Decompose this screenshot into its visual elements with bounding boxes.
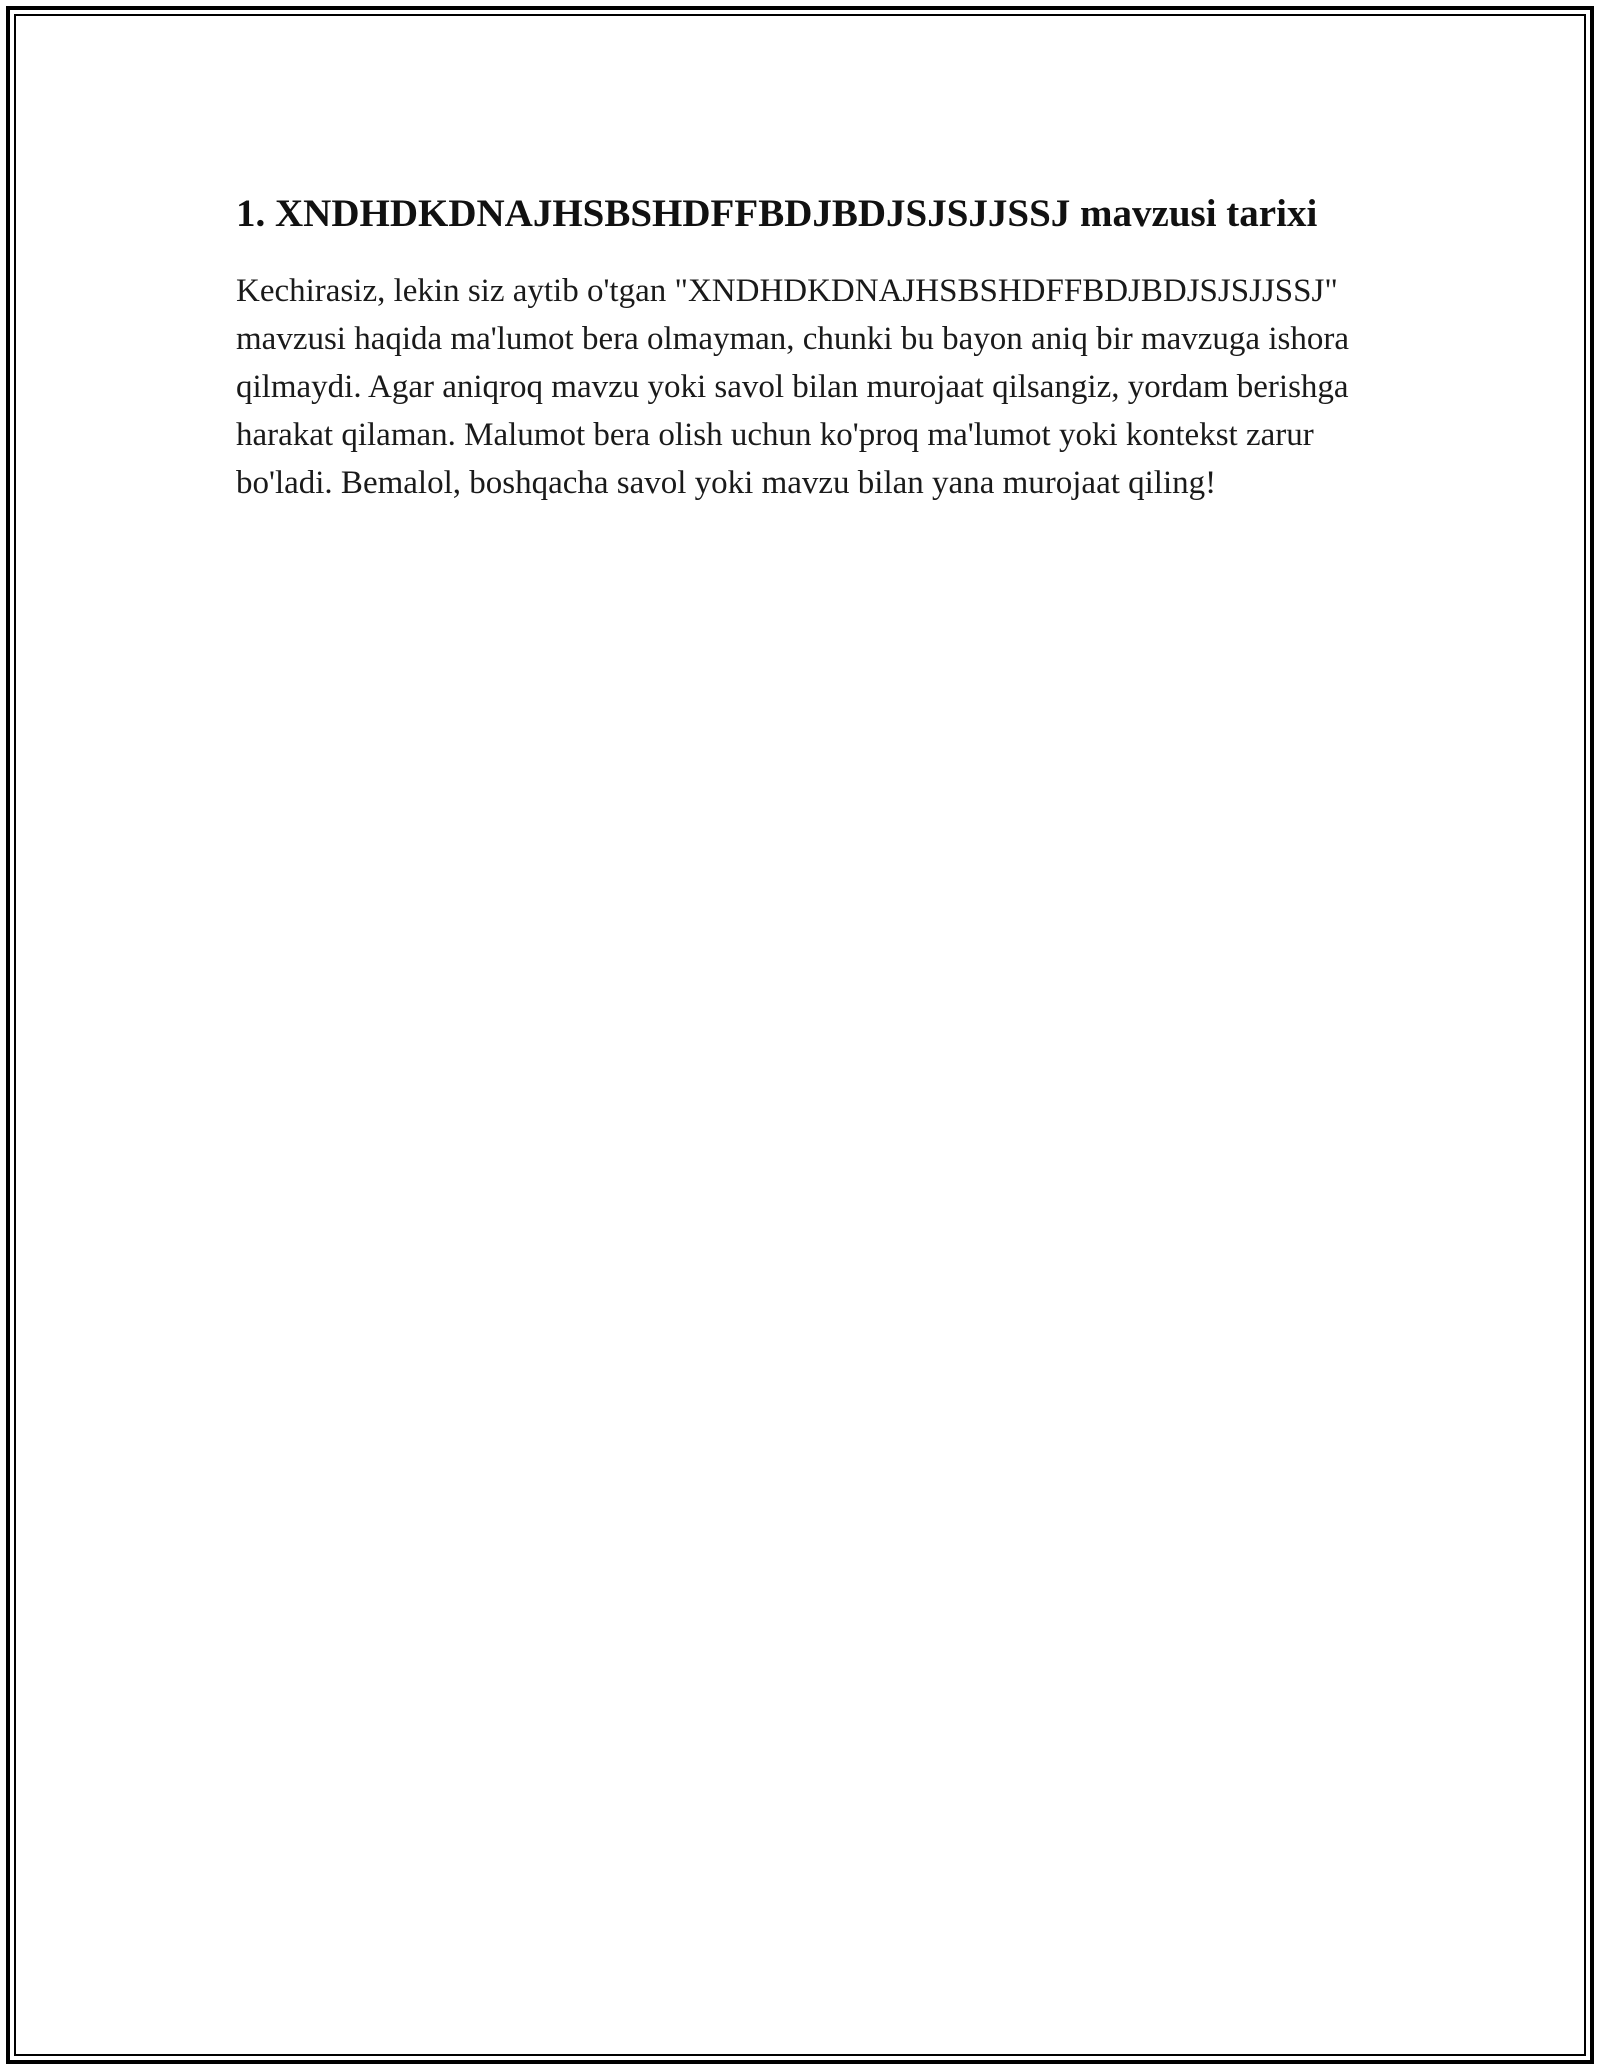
section-paragraph: Kechirasiz, lekin siz aytib o'tgan "XNDHDKDNAJHSBSHDFFBDJBDJSJSJJSSJ" mavzusi haqida ma'lumot bera olmayman, chunki bu bayon aniq bir mavzuga ishora qilmaydi. Agar aniqroq mavzu yoki savol bilan murojaat qilsangiz, yordam berishga harakat qilaman. Malumot bera olish uchun ko'proq ma'lumot yoki kontekst zarur bo'ladi. Bemalol, boshqacha savol yoki mavzu bilan yana murojaat qiling!	[236, 273, 1349, 501]
section-heading: 1. XNDHDKDNAJHSBSHDFFBDJBDJSJSJJSSJ mavzusi tarixi	[236, 192, 1318, 235]
document-body	[236, 186, 1376, 507]
